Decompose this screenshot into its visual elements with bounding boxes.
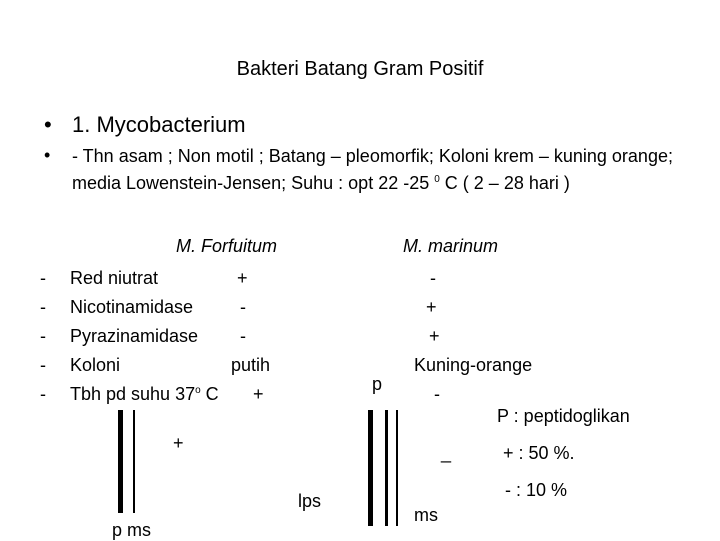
cell-wall-bar-thin <box>133 410 135 513</box>
left-plus-label: + <box>173 433 184 453</box>
underscore-label: _ <box>441 443 452 463</box>
lps-label: lps <box>298 491 322 511</box>
row5-label-text: Tbh pd suhu 37 <box>70 384 196 404</box>
row4-col1-value: putih <box>231 355 271 375</box>
row-label-tbh-suhu <box>70 384 219 405</box>
row-dash: - <box>40 355 46 375</box>
legend-minus: - : 10 % <box>505 480 568 500</box>
bullet-marker: • <box>44 145 51 165</box>
characteristics-text: - Thn asam ; Non motil ; Batang – pleomorfik; Koloni krem – kuning orange; media Lowenstein-Jensen; Suhu : opt 22 -25 <box>72 146 673 193</box>
ms-label: ms <box>414 505 438 525</box>
cell-wall-bar-thin <box>396 410 398 526</box>
row-label-koloni: Koloni <box>70 355 121 375</box>
legend-peptidoglikan: P : peptidoglikan <box>497 406 630 426</box>
row3-col2-value: + <box>429 326 440 346</box>
row3-col1-value: - <box>240 326 246 346</box>
row-dash: - <box>40 384 46 404</box>
row-label-nicotinamidase: Nicotinamidase <box>70 297 194 317</box>
row-dash: - <box>40 297 46 317</box>
row1-col1-value: + <box>237 268 248 288</box>
row1-col2-value: - <box>430 268 436 288</box>
row2-col2-value: + <box>426 297 437 317</box>
cell-wall-bar-medium <box>385 410 388 526</box>
row2-col1-value: - <box>240 297 246 317</box>
row5-col1-value: + <box>253 384 264 404</box>
bullet-mycobacterium: 1. Mycobacterium <box>72 112 246 137</box>
row-dash: - <box>40 268 46 288</box>
bullet-characteristics <box>72 145 692 195</box>
row5-col2-value: - <box>434 384 440 404</box>
p-label: p <box>372 374 383 394</box>
cell-wall-bar-thick <box>118 410 123 513</box>
cell-wall-bar-thick <box>368 410 373 526</box>
bullet-marker: • <box>44 112 52 137</box>
left-p-ms-label: p ms <box>112 520 152 540</box>
degree-superscript: o <box>195 385 201 396</box>
legend-plus: + : 50 %. <box>503 443 575 463</box>
col-header-forfuitum: M. Forfuitum <box>176 236 278 256</box>
row4-col2-value: Kuning-orange <box>414 355 533 375</box>
row-label-pyrazinamidase: Pyrazinamidase <box>70 326 199 346</box>
slide-title: Bakteri Batang Gram Positif <box>236 58 484 80</box>
row-dash: - <box>40 326 46 346</box>
characteristics-text-end: C ( 2 – 28 hari ) <box>439 173 570 193</box>
row-label-red-niutrat: Red niutrat <box>70 268 159 288</box>
col-header-marinum: M. marinum <box>403 236 499 256</box>
row5-label-unit: C <box>200 384 219 404</box>
degree-superscript: 0 <box>434 174 440 185</box>
